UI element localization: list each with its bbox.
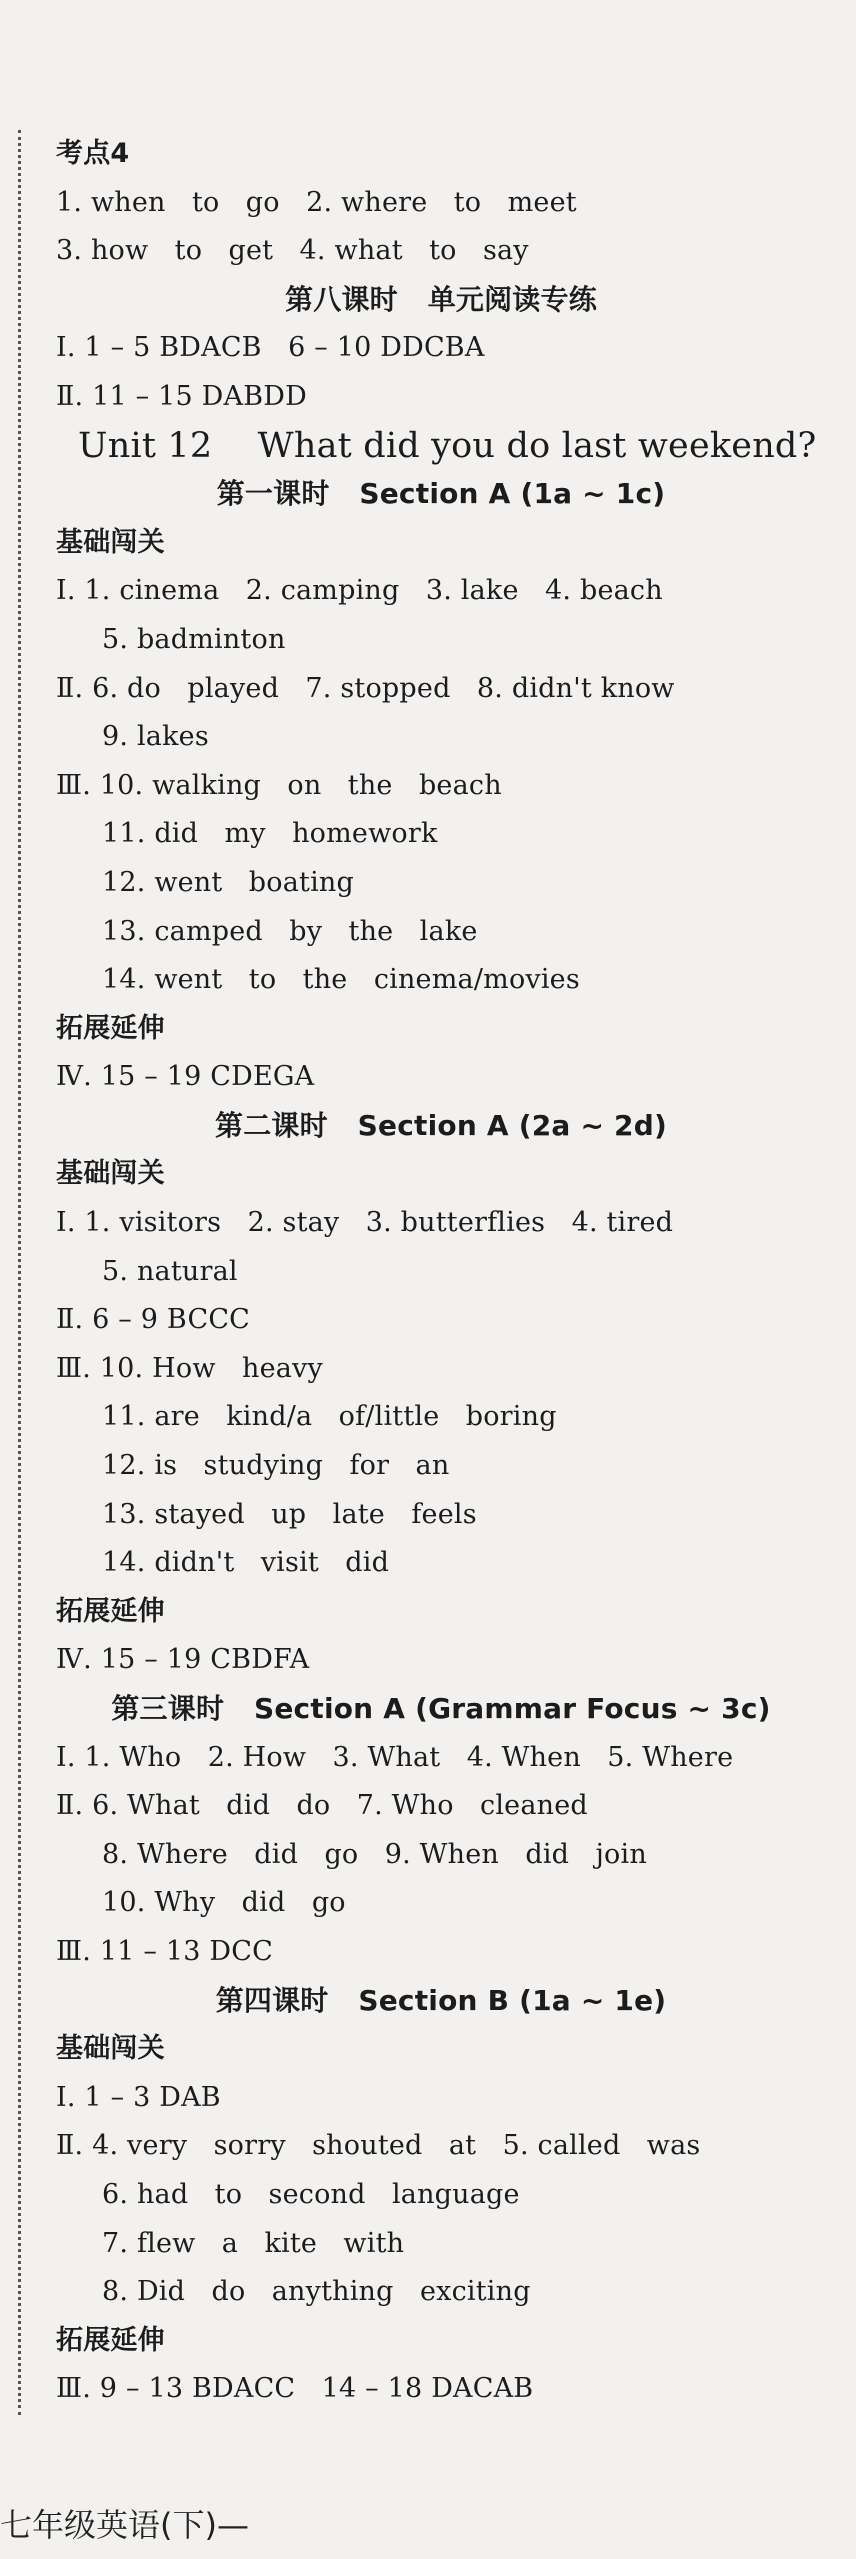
answer-line: Ⅰ. 1. visitors 2. stay 3. butterflies 4. tired xyxy=(56,1207,674,1239)
answer-line: Ⅰ. 1 – 5 BDACB 6 – 10 DDCBA xyxy=(56,332,485,364)
answer-line: 5. natural xyxy=(102,1255,238,1287)
answer-line: 13. camped by the lake xyxy=(102,915,478,947)
answer-line: 1. when to go 2. where to meet xyxy=(56,186,577,218)
lesson-title: 第一课时 Section A (1a ~ 1c) xyxy=(216,477,666,511)
section-heading: 拓展延伸 xyxy=(56,1595,165,1627)
answer-line: 8. Where did go 9. When did join xyxy=(102,1838,647,1870)
answer-line: Ⅱ. 11 – 15 DABDD xyxy=(56,380,307,412)
section-heading: 拓展延伸 xyxy=(56,1012,165,1044)
unit-title: Unit 12 What did you do last weekend? xyxy=(78,425,817,466)
answer-line: Ⅰ. 1 – 3 DAB xyxy=(56,2081,221,2113)
answer-line: 10. Why did go xyxy=(102,1887,346,1919)
section-heading: 基础闯关 xyxy=(56,526,165,558)
answer-line: 12. is studying for an xyxy=(102,1450,450,1482)
answer-line: 14. didn't visit did xyxy=(102,1547,390,1579)
answer-line: 13. stayed up late feels xyxy=(102,1498,477,1530)
answer-line: Ⅱ. 4. very sorry shouted at 5. called was xyxy=(56,2130,701,2162)
lesson-title: 第八课时 单元阅读专练 xyxy=(285,282,597,316)
answer-line: 9. lakes xyxy=(102,721,209,753)
answer-line: Ⅲ. 11 – 13 DCC xyxy=(56,1935,273,1967)
answer-line: 11. are kind/a of/little boring xyxy=(102,1401,557,1433)
section-heading: 基础闯关 xyxy=(56,2033,165,2065)
answer-line: Ⅰ. 1. cinema 2. camping 3. lake 4. beach xyxy=(56,575,663,607)
answer-line: Ⅲ. 10. How heavy xyxy=(56,1352,323,1384)
answer-line: 8. Did do anything exciting xyxy=(102,2276,531,2308)
answer-line: 11. did my homework xyxy=(102,818,438,850)
answer-line: 5. badminton xyxy=(102,623,286,655)
answer-content xyxy=(56,130,826,2414)
section-heading: 基础闯关 xyxy=(56,1158,165,1190)
answer-line: Ⅲ. 9 – 13 BDACC 14 – 18 DACAB xyxy=(56,2373,534,2405)
answer-line: 6. had to second language xyxy=(102,2178,520,2210)
section-heading: 拓展延伸 xyxy=(56,2324,165,2356)
page-footer: 七年级英语(下)— xyxy=(0,2506,249,2544)
answer-line: 7. flew a kite with xyxy=(102,2227,405,2259)
lesson-title: 第三课时 Section A (Grammar Focus ~ 3c) xyxy=(111,1692,771,1725)
answer-line: Ⅳ. 15 – 19 CBDFA xyxy=(56,1644,310,1676)
answer-line: Ⅱ. 6 – 9 BCCC xyxy=(56,1304,251,1336)
dotted-margin-line xyxy=(18,130,21,2415)
answer-line: Ⅰ. 1. Who 2. How 3. What 4. When 5. Where xyxy=(56,1741,734,1773)
answer-line: 12. went boating xyxy=(102,866,354,898)
lesson-title: 第四课时 Section B (1a ~ 1e) xyxy=(215,1983,667,2017)
answer-line: Ⅱ. 6. What did do 7. Who cleaned xyxy=(56,1790,588,1822)
lesson-title: 第二课时 Section A (2a ~ 2d) xyxy=(215,1108,667,1142)
answer-line: Ⅳ. 15 – 19 CDEGA xyxy=(56,1061,315,1093)
answer-line: Ⅱ. 6. do played 7. stopped 8. didn't know xyxy=(56,672,675,704)
section-heading: 考点4 xyxy=(56,138,130,169)
answer-line: 3. how to get 4. what to say xyxy=(56,235,529,267)
answer-line: Ⅲ. 10. walking on the beach xyxy=(56,769,502,801)
answer-line: 14. went to the cinema/movies xyxy=(102,964,580,996)
